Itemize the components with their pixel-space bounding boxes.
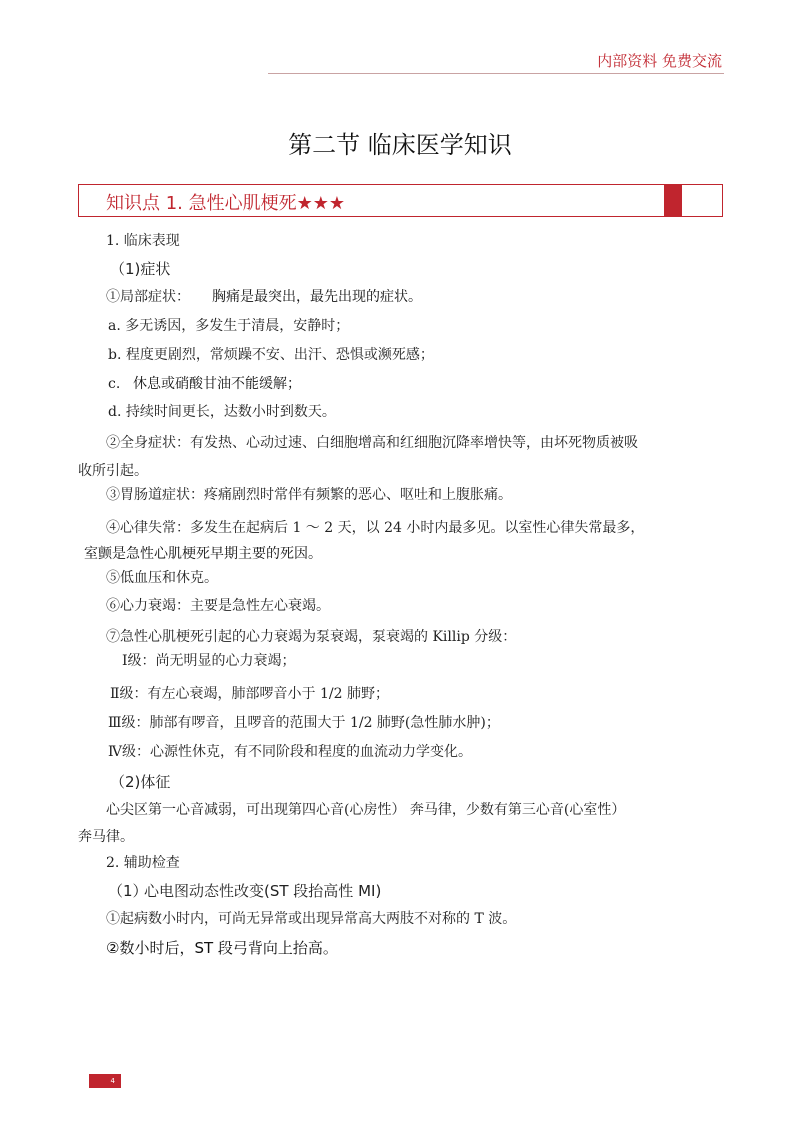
knowledge-point-accent-bar [664,184,682,217]
arrhythmia-line1: ④心律失常：多发生在起病后 1 ～ 2 天，以 24 小时内最多见。以室性心律失常最多， [106,520,645,536]
systemic-symptom-line2: 收所引起。 [78,463,148,479]
hypotension-shock: ⑤低血压和休克。 [106,570,218,586]
page-number: 4 [110,1077,115,1085]
gi-symptom: ③胃肠道症状：疼痛剧烈时常伴有频繁的恶心、呕吐和上腹胀痛。 [106,487,512,503]
symptom-item-c-marker: c. [108,376,121,392]
heading-clinical-manifestation: 1. 临床表现 [106,233,180,249]
signs-line1: 心尖区第一心音减弱，可出现第四心音(心房性） 奔马律，少数有第三心音(心室性） [106,802,626,818]
killip-grade-1: Ⅰ级：尚无明显的心力衰竭； [122,653,296,669]
section-title: 第二节 临床医学知识 [288,131,512,159]
symptom-item-b: b. 程度更剧烈，常烦躁不安、出汗、恐惧或濒死感； [108,347,434,363]
killip-grade-4: Ⅳ级：心源性休克，有不同阶段和程度的血流动力学变化。 [108,744,472,760]
header-rule [268,73,724,74]
knowledge-point-heading: 知识点 1. 急性心肌梗死★★★ [106,193,346,214]
killip-grade-2: Ⅱ级：有左心衰竭，肺部啰音小于 1/2 肺野； [110,686,389,702]
signs-line2: 奔马律。 [78,829,134,845]
arrhythmia-line2: 室颤是急性心肌梗死早期主要的死因。 [84,546,322,562]
ecg-item-2: ②数小时后，ST 段弓背向上抬高。 [106,939,338,957]
heading-auxiliary-exam: 2. 辅助检查 [106,855,180,871]
symptom-item-c: 休息或硝酸甘油不能缓解； [133,376,301,392]
page-number-badge [89,1074,121,1088]
systemic-symptom-line1: ②全身症状：有发热、心动过速、白细胞增高和红细胞沉降率增快等，由坏死物质被吸 [106,435,638,451]
symptom-item-d: d. 持续时间更长，达数小时到数天。 [108,404,336,420]
symptom-item-a: a. 多无诱因，多发生于清晨，安静时； [108,318,350,334]
ecg-heading-marker: （1） [108,882,148,900]
local-symptom-label: ①局部症状： [106,289,190,305]
local-symptom-key: 胸痛是最突出，最先出现的症状。 [212,289,422,305]
ecg-heading: 心电图动态性改变(ST 段抬高性 MI) [144,882,382,900]
killip-grade-3: Ⅲ级：肺部有啰音，且啰音的范围大于 1/2 肺野(急性肺水肿)； [108,715,500,731]
heart-failure: ⑥心力衰竭：主要是急性左心衰竭。 [106,598,330,614]
killip-intro: ⑦急性心肌梗死引起的心力衰竭为泵衰竭，泵衰竭的 Killip 分级： [106,629,517,645]
ecg-item-1: ①起病数小时内，可尚无异常或出现异常高大两肢不对称的 T 波。 [106,911,517,927]
header-tag: 内部资料 免费交流 [597,52,722,70]
heading-signs: （2)体征 [110,773,171,791]
heading-symptoms: （1)症状 [110,260,171,278]
